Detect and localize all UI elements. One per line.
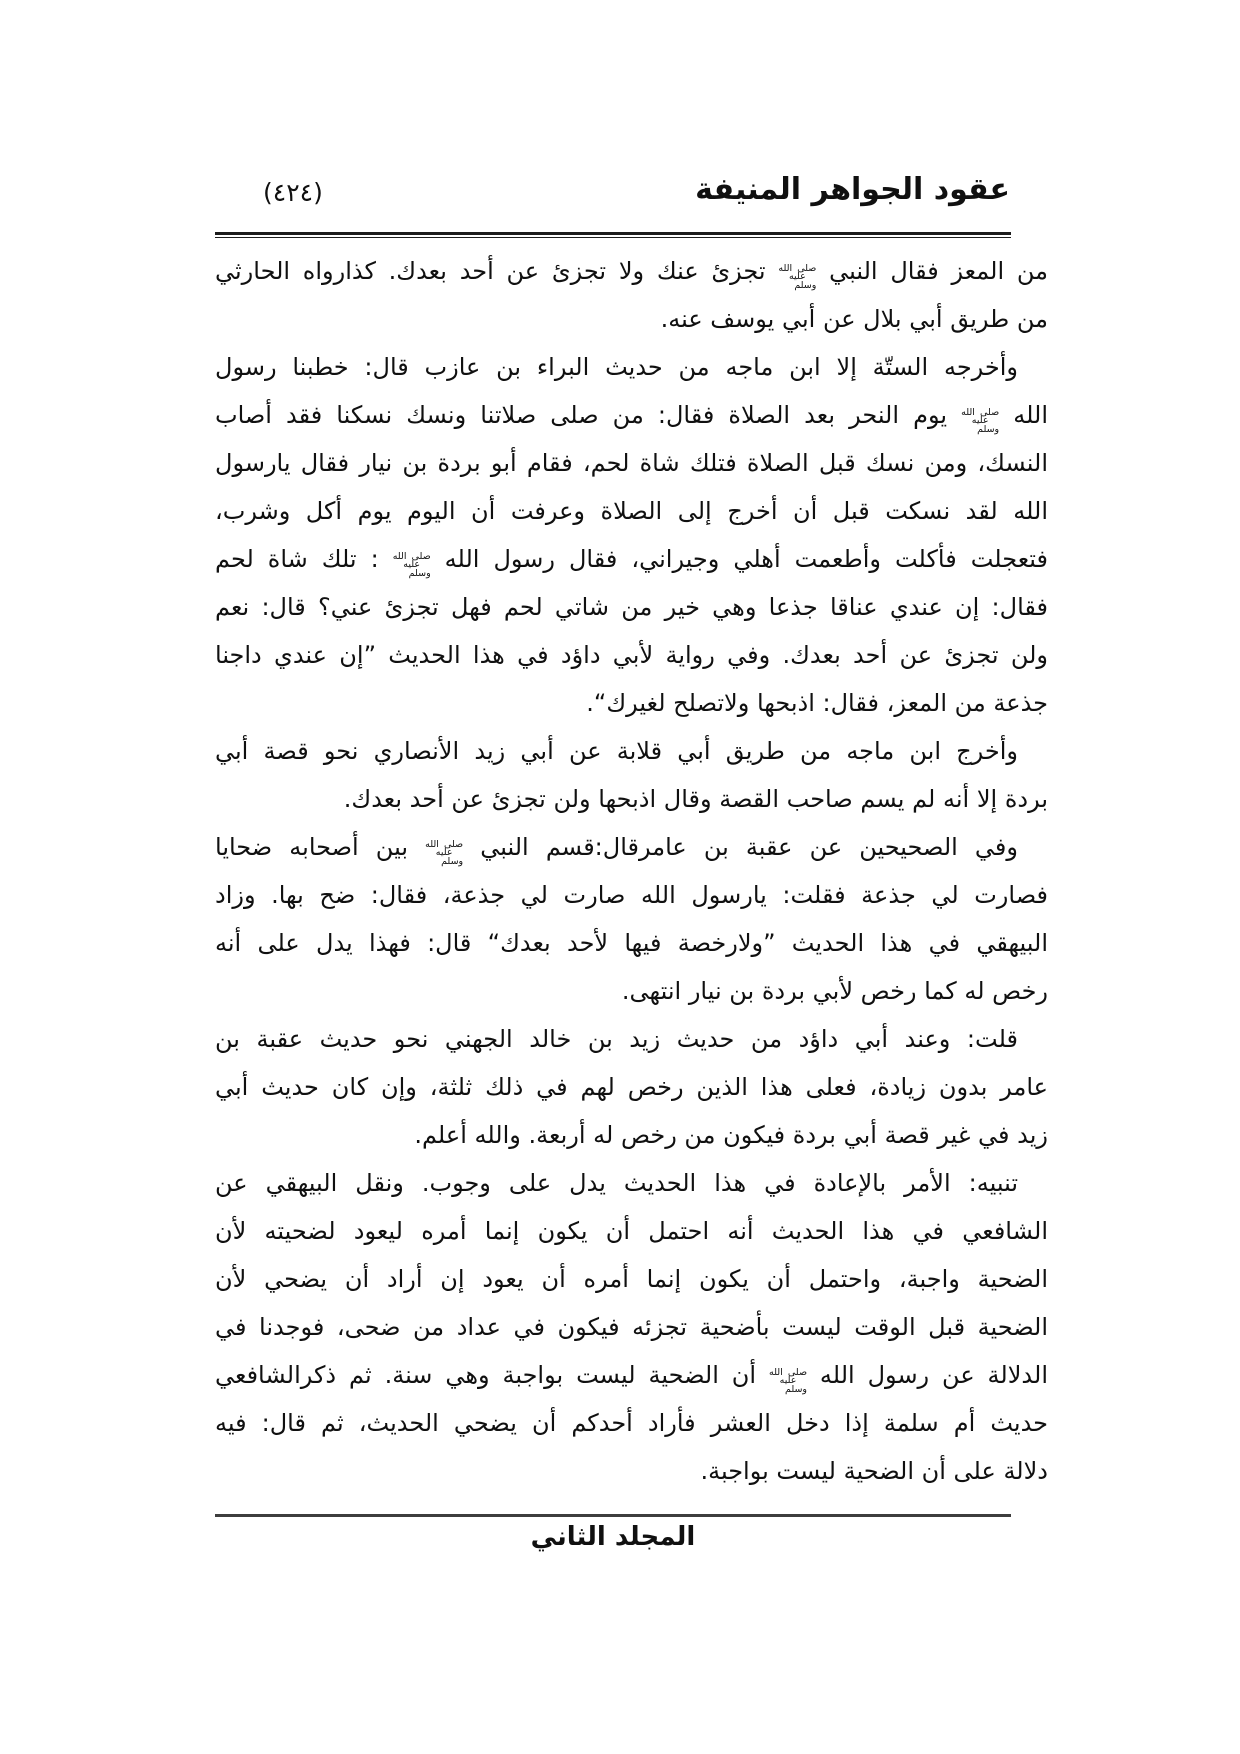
- text-line: الله لقد نسكت قبل أن أخرج إلى الصلاة وعرفت أن اليوم يوم أكل وشرب،: [215, 497, 1048, 525]
- text-line: زيد في غير قصة أبي بردة فيكون من رخص له أربعة. والله أعلم.: [414, 1121, 1048, 1149]
- text-line: وأخرجه الستّة إلا ابن ماجه من حديث البراء بن عازب قال: خطبنا رسول: [215, 353, 1018, 381]
- text-line: عامر بدون زيادة، فعلى هذا الذين رخص لهم في ذلك ثلثة، وإن كان حديث أبي: [215, 1073, 1048, 1101]
- prophet-honorific-symbol: صلى الله عليه وسلم: [425, 838, 464, 867]
- header-double-rule: [215, 232, 1011, 238]
- text-line: الضحية واجبة، واحتمل أن يكون إنما أمره أن يعود إن أراد أن يضحي لأن: [215, 1265, 1048, 1293]
- book-title: عقود الجواهر المنيفة: [695, 172, 1010, 207]
- page-number: (٤٢٤): [263, 178, 323, 207]
- text-line: ولن تجزئ عن أحد بعدك. وفي رواية لأبي داؤد في هذا الحديث ”إن عندي داجنا: [215, 641, 1048, 669]
- prophet-honorific-symbol: صلى الله عليه وسلم: [778, 262, 817, 291]
- text-line: الضحية قبل الوقت ليست بأضحية تجزئه فيكون في عداد من ضحى، فوجدنا في: [215, 1313, 1048, 1341]
- text-line: وفي الصحيحين عن عقبة بن عامرقال:قسم النبي صلى الله عليه وسلم بين أصحابه ضحايا: [215, 833, 1018, 867]
- text-line: الله صلى الله عليه وسلم يوم النحر بعد الصلاة فقال: من صلى صلاتنا ونسك نسكنا فقد أصاب: [215, 401, 1048, 435]
- footer-rule: [215, 1514, 1011, 1517]
- prophet-honorific-symbol: صلى الله عليه وسلم: [392, 550, 431, 579]
- text-line: الشافعي في هذا الحديث أنه احتمل أن يكون إنما أمره ليعود لضحيته لأن: [215, 1217, 1048, 1245]
- text-line: جذعة من المعز، فقال: اذبحها ولاتصلح لغيرك“.: [586, 689, 1048, 717]
- text-line: بردة إلا أنه لم يسم صاحب القصة وقال اذبحها ولن تجزئ عن أحد بعدك.: [343, 785, 1048, 813]
- text-line: من المعز فقال النبي صلى الله عليه وسلم تجزئ عنك ولا تجزئ عن أحد بعدك. كذارواه الحارثي: [215, 257, 1048, 291]
- text-line: فصارت لي جذعة فقلت: يارسول الله صارت لي جذعة، فقال: ضح بها. وزاد: [215, 881, 1048, 909]
- prophet-honorific-symbol: صلى الله عليه وسلم: [961, 406, 1000, 435]
- text-line: وأخرج ابن ماجه من طريق أبي قلابة عن أبي زيد الأنصاري نحو قصة أبي: [215, 737, 1018, 765]
- text-line: تنبيه: الأمر بالإعادة في هذا الحديث يدل على وجوب. ونقل البيهقي عن: [215, 1169, 1018, 1197]
- text-line: البيهقي في هذا الحديث ”ولارخصة فيها لأحد بعدك“ قال: فهذا يدل على أنه: [215, 929, 1048, 957]
- text-line: النسك، ومن نسك قبل الصلاة فتلك شاة لحم، فقام أبو بردة بن نيار فقال يارسول: [215, 449, 1048, 477]
- page-header: [215, 172, 1048, 224]
- volume-title: المجلد الثاني: [530, 1522, 696, 1552]
- text-line: فتعجلت فأكلت وأطعمت أهلي وجيراني، فقال رسول الله صلى الله عليه وسلم : تلك شاة لحم: [215, 545, 1048, 579]
- text-line: قلت: وعند أبي داؤد من حديث زيد بن خالد الجهني نحو حديث عقبة بن: [215, 1025, 1018, 1053]
- text-line: دلالة على أن الضحية ليست بواجبة.: [700, 1457, 1048, 1485]
- text-line: رخص له كما رخص لأبي بردة بن نيار انتهى.: [621, 977, 1048, 1005]
- text-line: فقال: إن عندي عناقا جذعا وهي خير من شاتي لحم فهل تجزئ عني؟ قال: نعم: [215, 593, 1048, 621]
- prophet-honorific-symbol: صلى الله عليه وسلم: [769, 1366, 808, 1395]
- text-line: من طريق أبي بلال عن أبي يوسف عنه.: [660, 305, 1048, 333]
- body-text: [215, 247, 1048, 1495]
- text-line: الدلالة عن رسول الله صلى الله عليه وسلم أن الضحية ليست بواجبة وهي سنة. ثم ذكرالشافعي: [215, 1361, 1048, 1395]
- text-line: حديث أم سلمة إذا دخل العشر فأراد أحدكم أن يضحي الحديث، ثم قال: فيه: [215, 1409, 1048, 1437]
